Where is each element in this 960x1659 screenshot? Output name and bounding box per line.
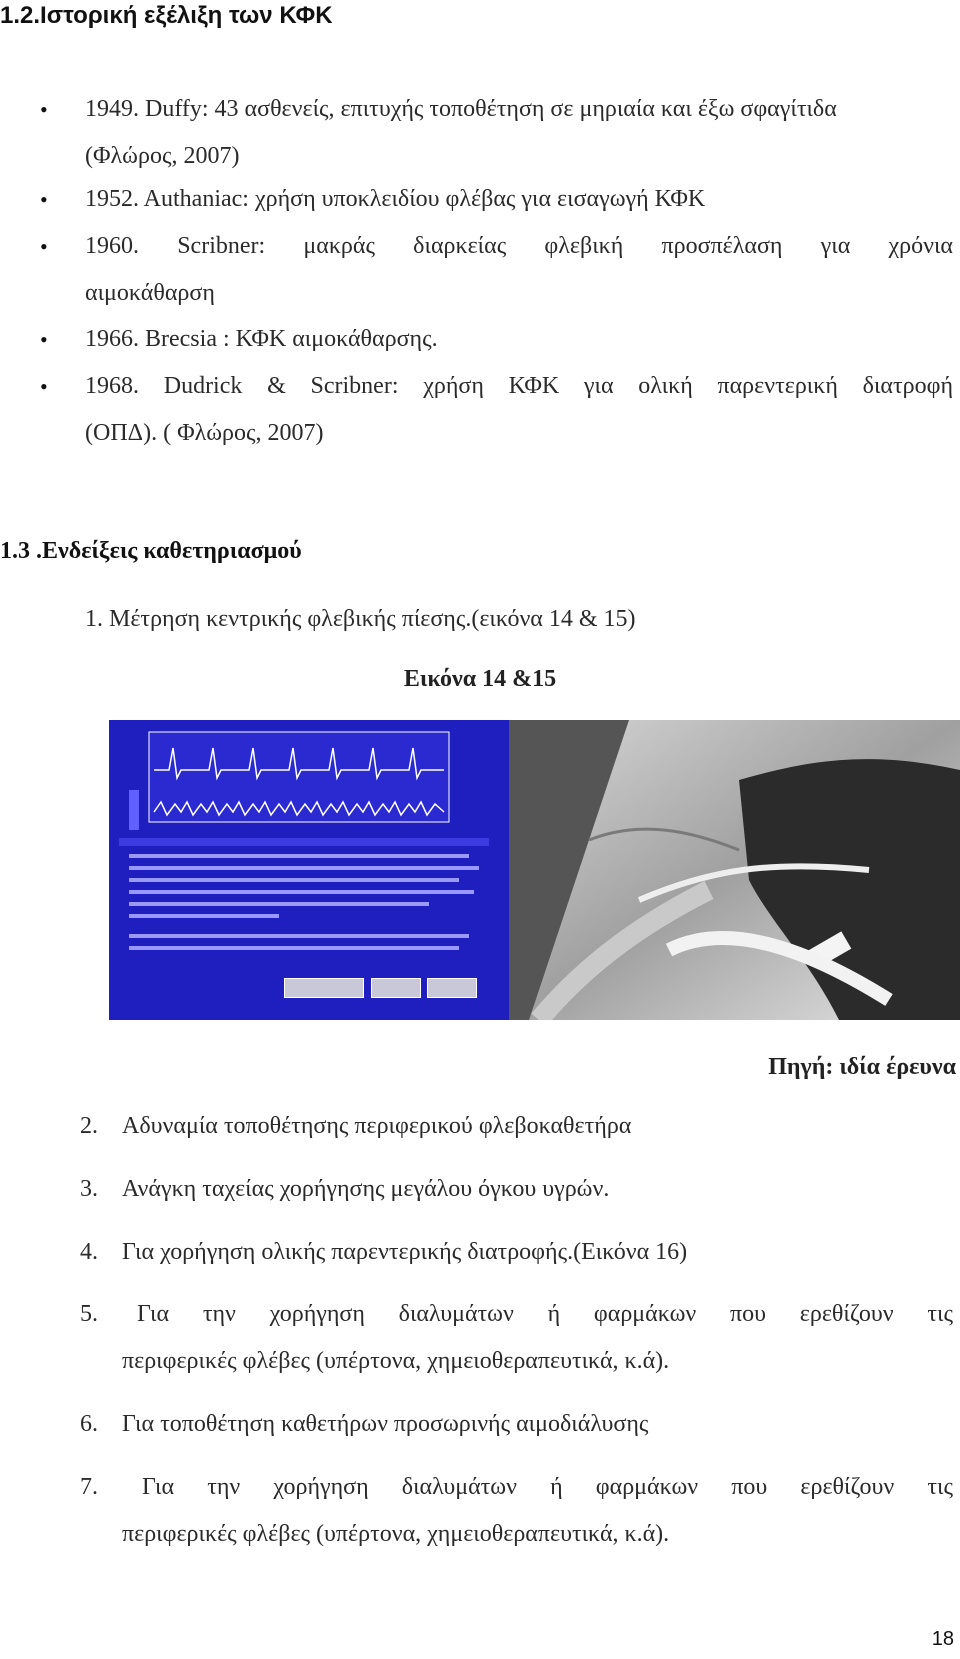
history-item-1952: 1952. Authaniac: χρήση υποκλειδίου φλέβας για εισαγωγή ΚΦΚ (85, 186, 706, 212)
indication-item-7: Για την χορήγηση διαλυμάτων ή φαρμάκων που ερεθίζουν τις (142, 1474, 953, 1500)
indication-item-6 (80, 1401, 648, 1448)
item-text: Για χορήγηση ολικής παρεντερικής διατροφής.(Εικόνα 16) (122, 1239, 688, 1265)
bullet-marker: • (40, 327, 48, 352)
bullet-marker: • (40, 187, 48, 212)
history-item-1968: 1968. Dudrick & Scribner: χρήση ΚΦΚ για ολική παρεντερική διατροφή (85, 373, 953, 399)
item-number: 2. (80, 1113, 98, 1139)
section-heading-history: 1.2.Ιστορική εξέλιξη των ΚΦΚ (0, 2, 333, 29)
item-number: 6. (80, 1411, 98, 1437)
catheter-photo-drawing (509, 720, 960, 1020)
figure-caption: Εικόνα 14 &15 (403, 666, 557, 692)
bullet-marker: • (40, 234, 48, 259)
bullet-marker: • (40, 97, 48, 122)
ui-button (427, 978, 477, 998)
history-item-1949-cont: (Φλώρος, 2007) (85, 143, 240, 169)
history-item-1968-cont: (ΟΠΔ). ( Φλώρος, 2007) (85, 420, 324, 446)
ui-button (284, 978, 364, 998)
section-heading-indications: 1.3 .Ενδείξεις καθετηριασμού (0, 538, 302, 564)
history-item-1960-cont: αιμοκάθαρση (85, 280, 215, 306)
item-text: Ανάγκη ταχείας χορήγησης μεγάλου όγκου υγρών. (122, 1176, 610, 1202)
figure-source: Πηγή: ιδία έρευνα (768, 1054, 956, 1080)
item-number: 5. (80, 1301, 98, 1327)
indication-item-5-cont: περιφερικές φλέβες (υπέρτονα, χημειοθεραπευτικά, κ.ά). (122, 1348, 670, 1374)
cvp-waveform-image (109, 720, 509, 1020)
item-text: Για τοποθέτηση καθετήρων προσωρινής αιμοδιάλυσης (122, 1411, 649, 1437)
item-text: Αδυναμία τοποθέτησης περιφερικού φλεβοκαθετήρα (122, 1113, 632, 1139)
history-item-1966: 1966. Brecsia : ΚΦΚ αιμοκάθαρσης. (85, 326, 438, 352)
history-item-1960: 1960. Scribner: μακράς διαρκείας φλεβική προσπέλαση για χρόνια (85, 233, 953, 259)
ui-button (371, 978, 421, 998)
history-item-1949: 1949. Duffy: 43 ασθενείς, επιτυχής τοποθέτηση σε μηριαία και έξω σφαγίτιδα (85, 96, 837, 122)
indication-item-1: 1. Μέτρηση κεντρικής φλεβικής πίεσης.(εικόνα 14 & 15) (85, 606, 636, 632)
item-number: 3. (80, 1176, 98, 1202)
item-number: 7. (80, 1474, 98, 1500)
item-number: 4. (80, 1239, 98, 1265)
catheter-photo (509, 720, 960, 1020)
cvp-waveform-drawing (109, 720, 509, 1020)
indication-item-5: Για την χορήγηση διαλυμάτων ή φαρμάκων που ερεθίζουν τις (137, 1301, 953, 1327)
indication-item-4 (80, 1229, 687, 1276)
page-number: 18 (931, 1628, 954, 1650)
indication-item-2 (80, 1103, 631, 1150)
indication-item-7-cont: περιφερικές φλέβες (υπέρτονα, χημειοθεραπευτικά, κ.ά). (122, 1521, 670, 1547)
bullet-marker: • (40, 374, 48, 399)
indication-item-3 (80, 1166, 609, 1213)
